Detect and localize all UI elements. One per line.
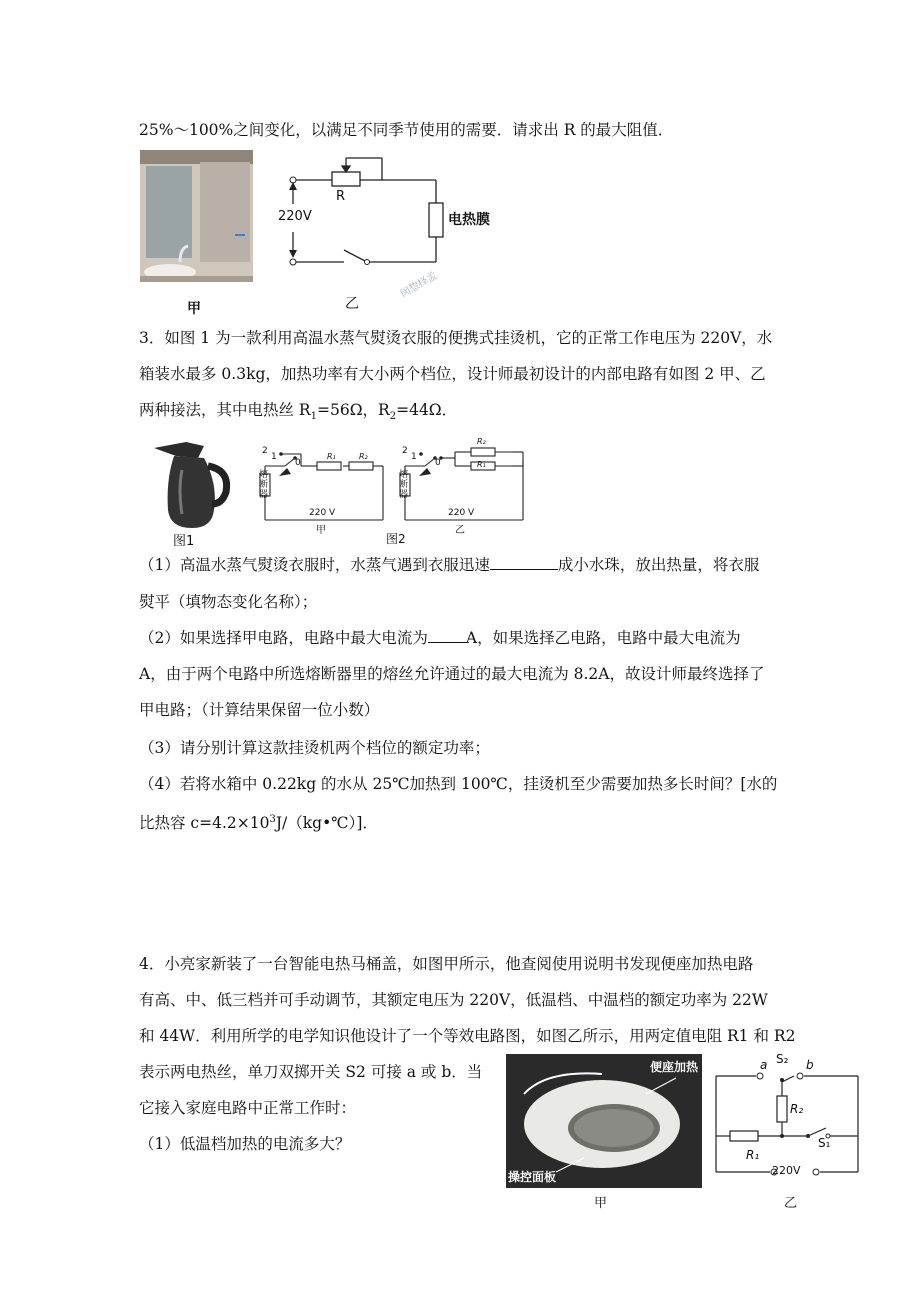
q3-p3-line: （3）请分别计算这款挂烫机两个档位的额定功率；	[139, 739, 490, 757]
q3-jia-r2: R₂	[359, 452, 368, 461]
q4-line-2: 有高、中、低三档并可手动调节，其额定电压为 220V，低温档、中温档的额定功率为 22W	[139, 991, 768, 1009]
q3-p2-line-c: 甲电路；（计算结果保留一位小数）	[139, 701, 380, 719]
q3-p2-line-a: （2）如果选择甲电路，电路中最大电流为 A，如果选择乙电路，电路中最大电流为	[139, 629, 741, 647]
steamer-photo	[146, 440, 236, 530]
q3-jia-caption: 甲	[316, 525, 326, 536]
q4-line-5: 它接入家庭电路中正常工作时：	[139, 1099, 357, 1117]
q4-photo-label-panel: 操控面板	[508, 1170, 557, 1184]
q3-p1-line-b: 熨平（填物态变化名称）；	[139, 593, 318, 611]
q4-s2-label: S₂	[776, 1052, 789, 1066]
q4-220v-label: 220V	[772, 1164, 801, 1177]
q3-p2-blank[interactable]	[428, 628, 466, 643]
q4-line-4: 表示两电热丝，单刀双掷开关 S2 可接 a 或 b．当	[139, 1063, 483, 1081]
q4-line-6: （1）低温档加热的电流多大？	[139, 1135, 351, 1153]
q4-line-3: 和 44W．利用所学的电学知识他设计了一个等效电路图，如图乙所示，用两定值电阻 R1 和 R2	[139, 1027, 796, 1045]
q2-film-label: 电热膜	[448, 212, 490, 228]
q4-r2-label: R₂	[790, 1102, 804, 1116]
q3-p4-line-b: 比热容 $c=4.2\times 10^3J/(kg•℃)$]．	[139, 814, 378, 833]
q3-line-2: 箱装水最多 0.3kg，加热功率有大小两个档位，设计师最初设计的内部电路有如图 2 甲、乙	[139, 365, 766, 383]
q3-p1-line-a: （1）高温水蒸气熨烫衣服时，水蒸气遇到衣服迅速 成小水珠，放出热量，将衣服	[139, 556, 760, 574]
mirror-photo	[140, 150, 253, 282]
q3-p2-line-b: A，由于两个电路中所选熔断器里的熔丝允许通过的最大电流为 8.2A，故设计师最终选择了	[139, 665, 765, 683]
q3-jia-fuse-label: 熔断器	[259, 470, 269, 500]
q3-yi-n1: 1	[411, 452, 417, 462]
q3-yi-n0: 0	[435, 458, 441, 468]
q3-fig1-caption: 图1	[173, 534, 195, 549]
q2-watermark: 闵惣择孟	[398, 270, 440, 300]
q3-jia-n0: 0	[295, 458, 301, 468]
q3-line-3: 两种接法，其中电热丝 $R_1=56\Omega$，$R_2=44\Omega$．	[139, 401, 458, 423]
q2-fig-yi-caption: 乙	[345, 296, 359, 312]
q3-yi-220v: 220 V	[448, 508, 475, 518]
q4-photo-label-heat: 便座加热	[650, 1060, 699, 1074]
q3-line-1: 3．如图 1 为一款利用高温水蒸气熨烫衣服的便携式挂烫机，它的正常工作电压为 220V，水	[139, 329, 773, 347]
q4-b-label: b	[806, 1058, 814, 1072]
q4-fig-yi-caption: 乙	[784, 1196, 798, 1211]
q4-s1-label: S₁	[818, 1136, 831, 1150]
q2-r-label: R	[336, 189, 346, 204]
q3-yi-n2: 2	[402, 446, 408, 456]
q3-jia-n2: 2	[262, 446, 268, 456]
q3-p1-blank[interactable]	[490, 555, 558, 570]
q4-line-1: 4．小亮家新装了一台智能电热马桶盖，如图甲所示，他查阅使用说明书发现便座加热电路	[139, 955, 754, 973]
q3-jia-220v: 220 V	[309, 508, 336, 518]
q3-yi-fuse-label: 熔断器	[399, 470, 409, 500]
q4-a-label: a	[760, 1058, 768, 1072]
q3-fig2-caption: 图2	[386, 532, 406, 546]
q2-tail-text: 25%～100%之间变化，以满足不同季节使用的需要．请求出 R 的最大阻值．	[139, 121, 674, 139]
q3-jia-n1: 1	[271, 452, 277, 462]
q3-jia-r1: R₁	[327, 452, 336, 461]
q4-fig-jia-caption: 甲	[594, 1196, 608, 1211]
q3-yi-caption: 乙	[455, 525, 465, 536]
q2-220v-label: 220V	[278, 209, 312, 224]
q3-yi-r1: R₁	[477, 460, 486, 469]
q3-p4-line-a: （4）若将水箱中 0.22kg 的水从 25℃加热到 100℃，挂烫机至少需要加热多长时间？[水的	[139, 775, 778, 793]
q4-r1-label: R₁	[746, 1148, 760, 1162]
q2-fig-jia-caption: 甲	[187, 301, 201, 317]
q3-yi-r2: R₂	[477, 437, 486, 446]
